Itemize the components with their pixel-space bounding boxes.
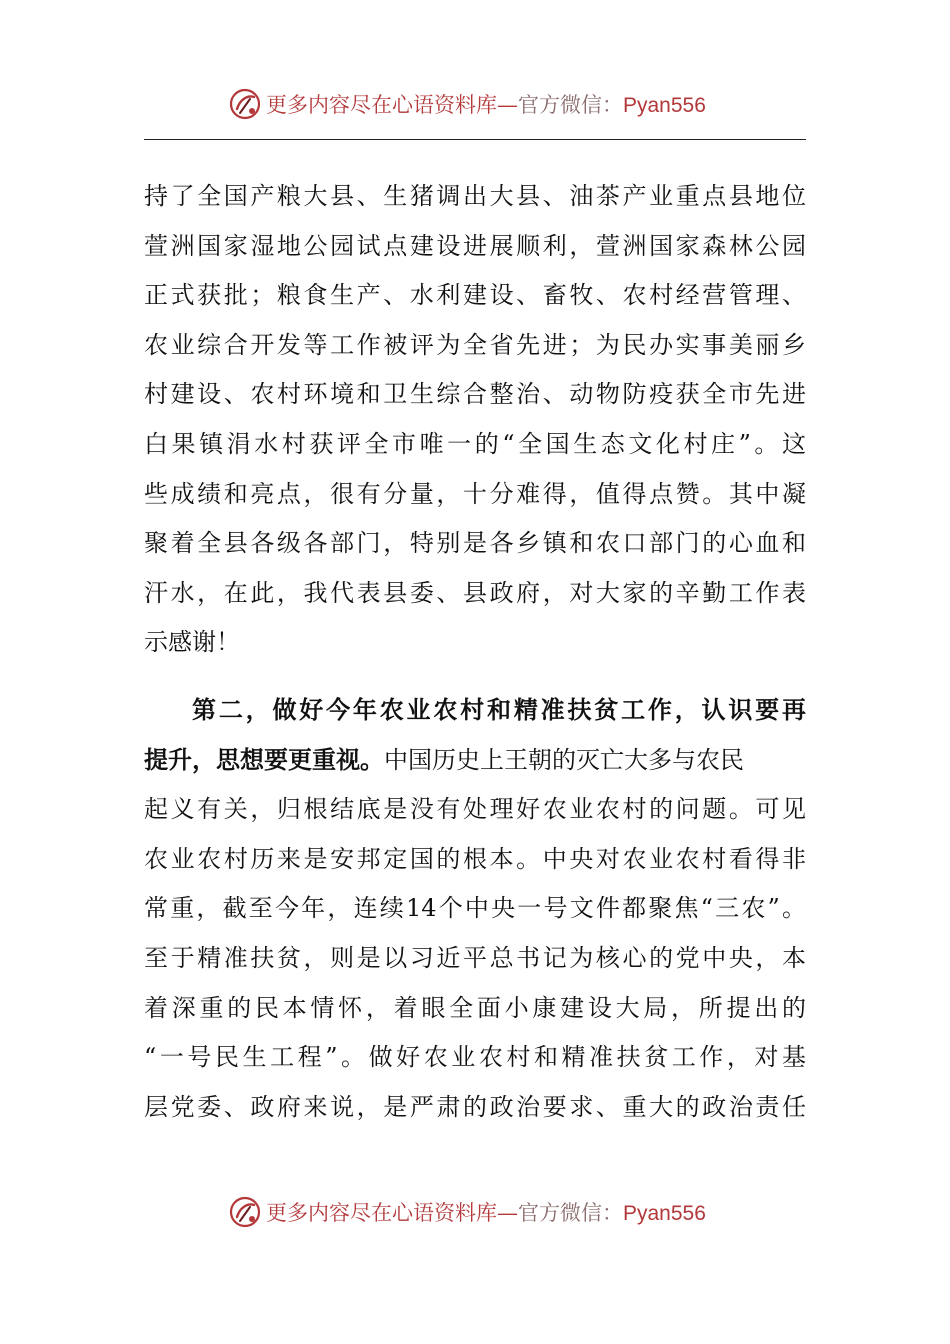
text-line: 着深重的民本情怀，着眼全面小康建设大局，所提出的 xyxy=(144,993,806,1022)
text-line: 层党委、政府来说，是严肃的政治要求、重大的政治责任 xyxy=(144,1092,806,1121)
watermark-text: 更多内容尽在心语资料库—官方微信：Pyan556 xyxy=(266,93,706,117)
text-line: “一号民生工程”。做好农业农村和精准扶贫工作，对基 xyxy=(144,1043,806,1072)
text-line: 持了全国产粮大县、生猪调出大县、油茶产业重点县地位 xyxy=(144,182,806,210)
section-heading: 第二，做好今年农业农村和精准扶贫工作，认识要再 xyxy=(192,695,806,724)
text-line: 示感谢！ xyxy=(144,628,240,657)
brand-logo-icon xyxy=(228,87,262,121)
text-line: 正式获批；粮食生产、水利建设、畜牧、农村经营管理、 xyxy=(144,281,806,310)
text-line xyxy=(144,736,806,786)
section-heading-tail: 提升，思想要更重视。 xyxy=(144,745,384,774)
paragraph-second-point xyxy=(144,686,806,1132)
text-line: 些成绩和亮点，很有分量，十分难得，值得点赞。其中凝 xyxy=(144,479,806,508)
text-line: 萱洲国家湿地公园试点建设进展顺利，萱洲国家森林公园 xyxy=(144,231,806,260)
document-body xyxy=(144,172,806,1132)
text-span: 中国历史上王朝的灭亡大多与农民 xyxy=(384,745,744,774)
text-line: 起义有关，归根结底是没有处理好农业农村的问题。可见 xyxy=(144,795,806,824)
text-line: 汗水，在此，我代表县委、县政府，对大家的辛勤工作表 xyxy=(144,578,806,607)
text-line: 农业综合开发等工作被评为全省先进；为民办实事美丽乡 xyxy=(144,330,806,359)
paragraph-achievements xyxy=(144,172,806,668)
footer-watermark xyxy=(228,1192,706,1232)
brand-logo-icon xyxy=(228,1195,262,1229)
header-divider xyxy=(144,139,806,140)
text-line: 村建设、农村环境和卫生综合整治、动物防疫获全市先进 xyxy=(144,380,806,409)
watermark-text: 更多内容尽在心语资料库—官方微信：Pyan556 xyxy=(266,1201,706,1225)
text-line: 农业农村历来是安邦定国的根本。中央对农业农村看得非 xyxy=(144,844,806,873)
text-line: 白果镇涓水村获评全市唯一的“全国生态文化村庄”。这 xyxy=(144,429,806,458)
text-line: 至于精准扶贫，则是以习近平总书记为核心的党中央，本 xyxy=(144,943,806,972)
text-line: 聚着全县各级各部门，特别是各乡镇和农口部门的心血和 xyxy=(144,529,806,558)
header-watermark xyxy=(228,84,706,124)
text-line: 常重，截至今年，连续14个中央一号文件都聚焦“三农”。 xyxy=(144,894,806,923)
